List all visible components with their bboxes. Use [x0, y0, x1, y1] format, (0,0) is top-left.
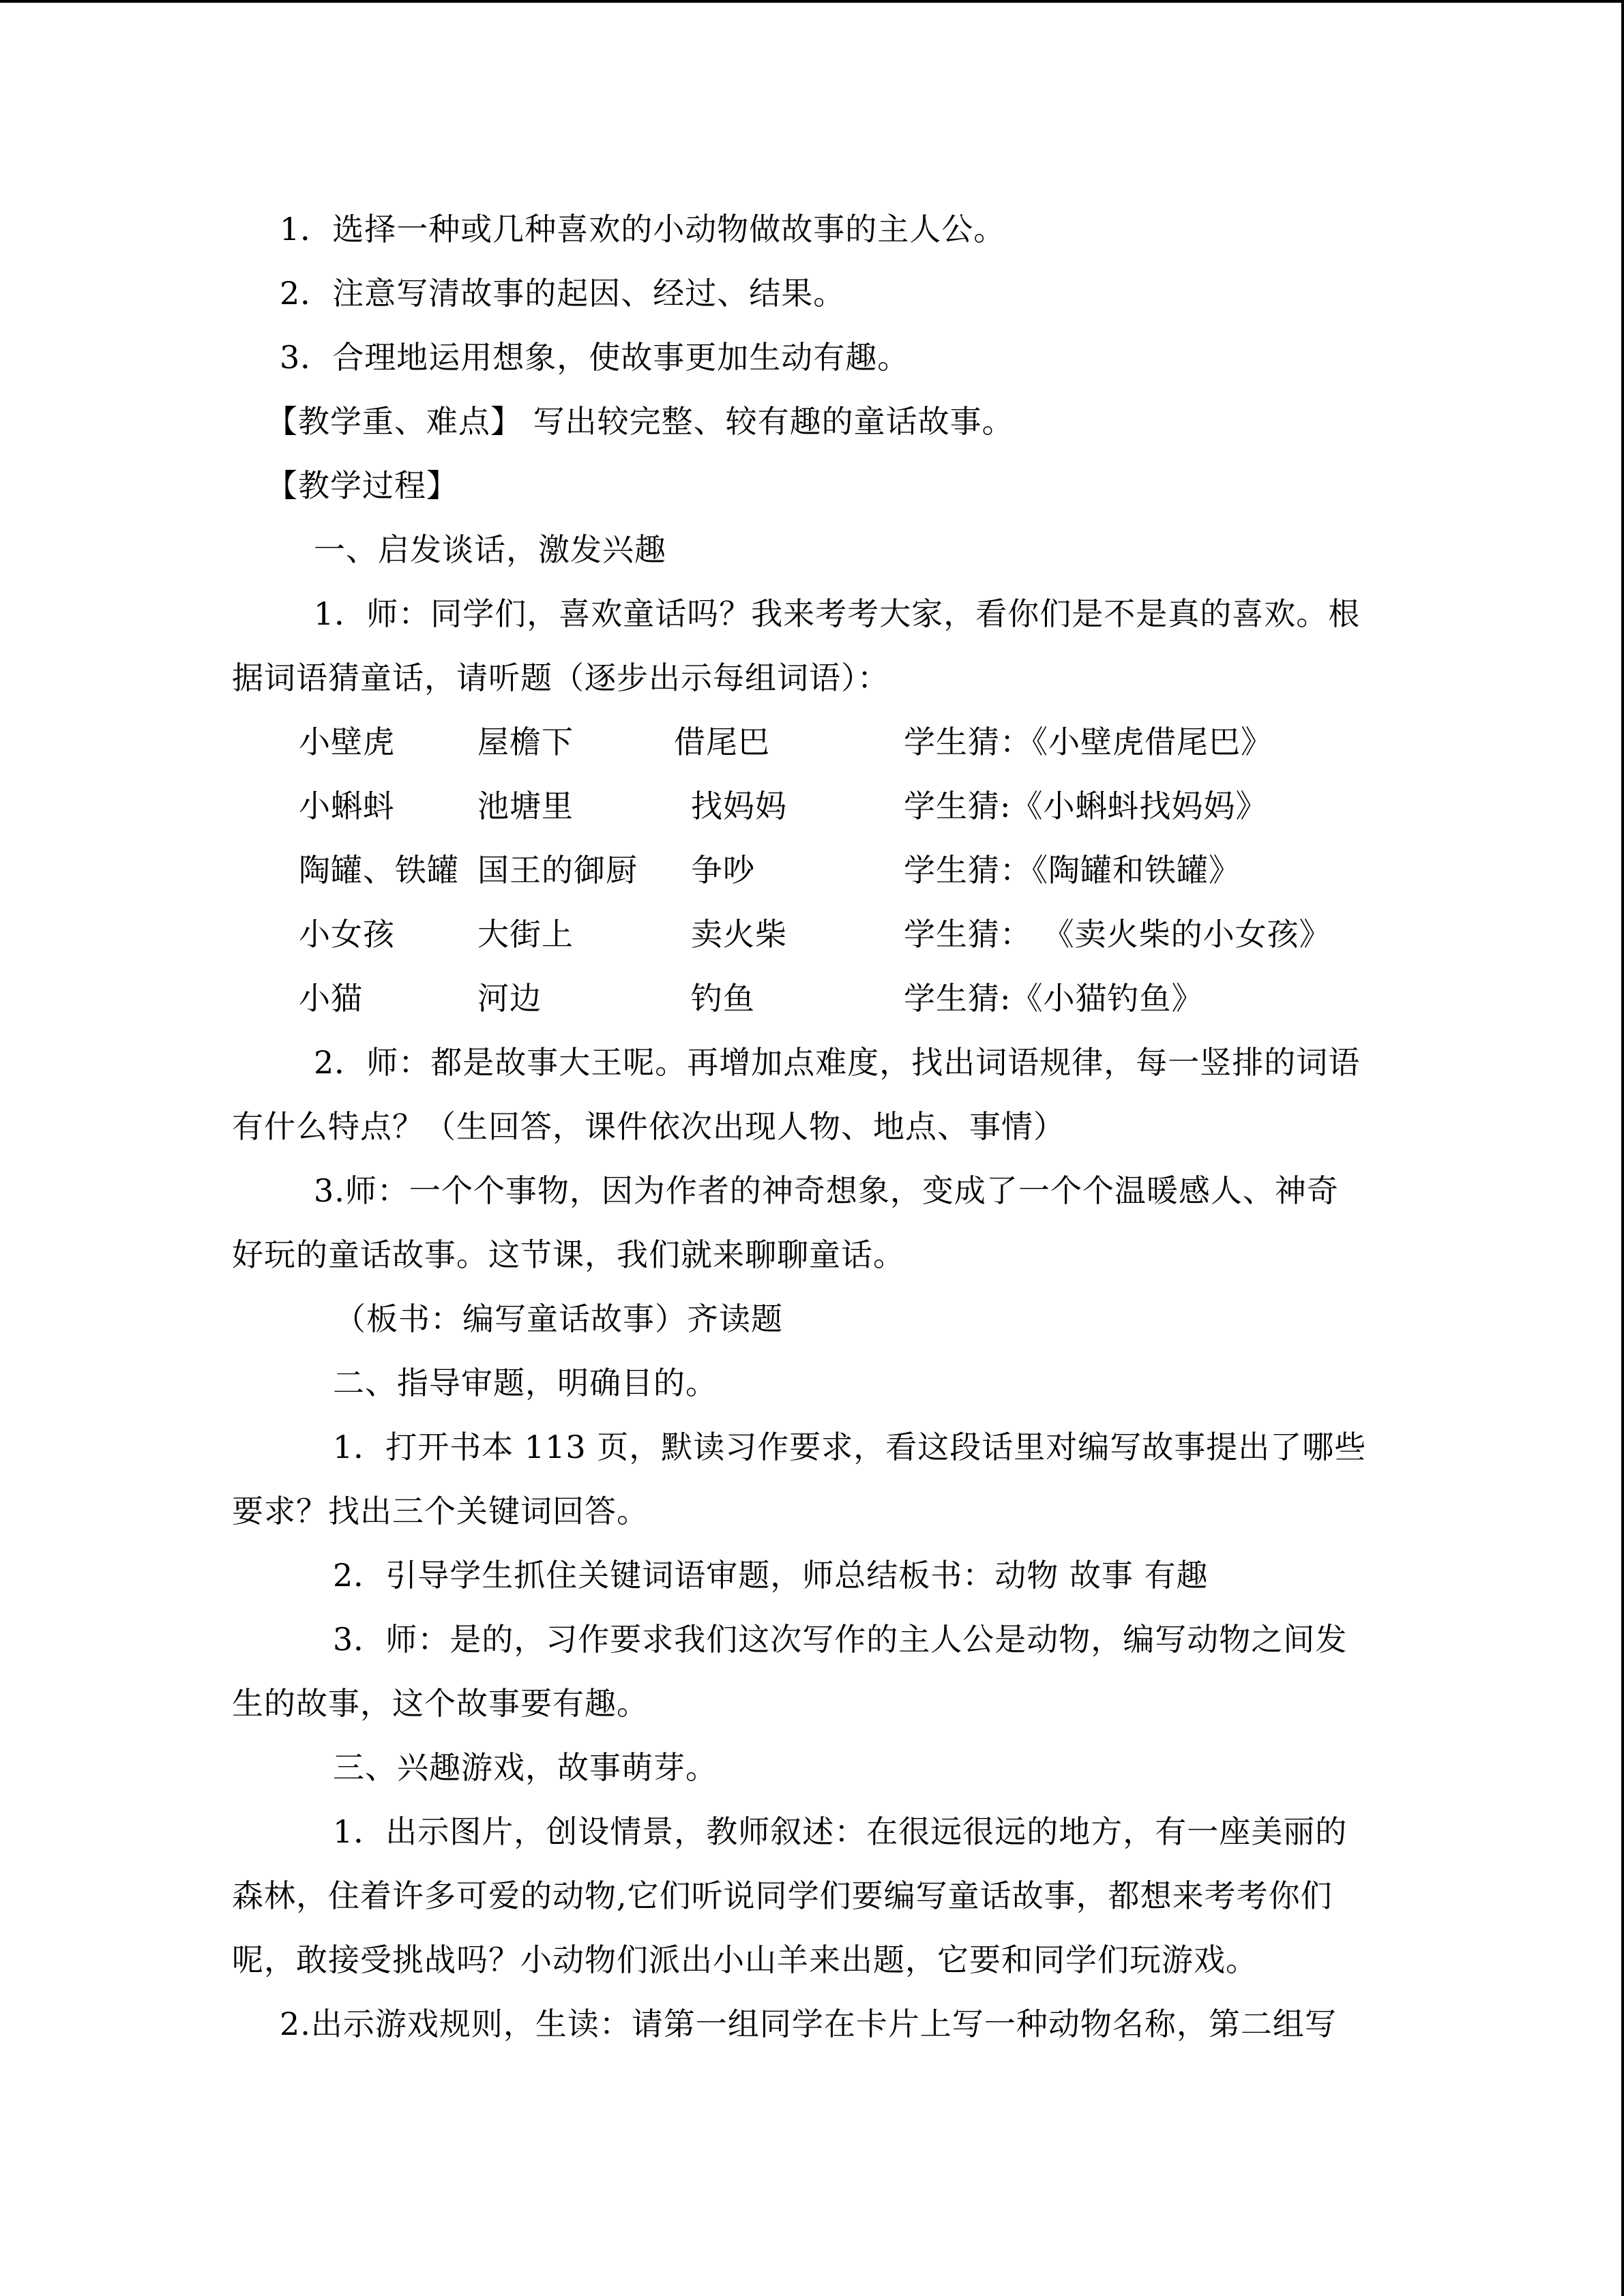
- section-1-p1-line1: 1．师：同学们，喜欢童话吗？我来考考大家，看你们是不是真的喜欢。根: [314, 595, 1361, 632]
- guess-what: 争吵: [691, 852, 755, 889]
- guess-answer: 学生猜:《小猫钓鱼》: [904, 980, 1204, 1017]
- section-1-p2-line1: 2．师：都是故事大王呢。再增加点难度，找出词语规律，每一竖排的词语: [314, 1044, 1361, 1081]
- guess-where: 大街上: [477, 916, 574, 953]
- section-1-p2-line2: 有什么特点？（生回答，课件依次出现人物、地点、事情）: [232, 1108, 1065, 1145]
- guess-answer: 学生猜：《小壁虎借尾巴》: [904, 724, 1273, 760]
- guess-answer: 学生猜:《小蝌蚪找妈妈》: [904, 788, 1268, 824]
- guess-what: 找妈妈: [691, 788, 787, 824]
- process-heading: 【教学过程】: [266, 467, 458, 504]
- guess-who: 小女孩: [299, 916, 395, 953]
- guess-answer: 学生猜： 《卖火柴的小女孩》: [904, 916, 1331, 953]
- section-2-title: 二、指导审题，明确目的。: [333, 1365, 718, 1401]
- guess-who: 陶罐、铁罐: [299, 852, 459, 889]
- guess-where: 国王的御厨: [477, 852, 638, 889]
- section-2-p3-line1: 3．师：是的，习作要求我们这次写作的主人公是动物，编写动物之间发: [333, 1621, 1348, 1658]
- section-1-p3-line2: 好玩的童话故事。这节课，我们就来聊聊童话。: [232, 1236, 905, 1273]
- guess-who: 小猫: [299, 980, 363, 1017]
- section-3-p1-line2: 森林，住着许多可爱的动物,它们听说同学们要编写童话故事，都想来考考你们: [232, 1877, 1333, 1914]
- section-1-p3-line1: 3.师：一个个事物，因为作者的神奇想象，变成了一个个温暖感人、神奇: [314, 1172, 1339, 1209]
- guess-where: 河边: [477, 980, 542, 1017]
- section-3-p1-line1: 1．出示图片，创设情景，教师叙述：在很远很远的地方，有一座美丽的: [333, 1813, 1348, 1850]
- guess-what: 钓鱼: [691, 980, 755, 1017]
- section-2-p1-line2: 要求？找出三个关键词回答。: [232, 1493, 649, 1530]
- guess-who: 小蝌蚪: [299, 788, 395, 824]
- guess-what: 卖火柴: [691, 916, 787, 953]
- section-3-p1-line3: 呢，敢接受挑战吗？小动物们派出小山羊来出题，它要和同学们玩游戏。: [232, 1941, 1258, 1978]
- objective-1: 1．选择一种或几种喜欢的小动物做故事的主人公。: [280, 211, 1006, 248]
- guess-answer: 学生猜：《陶罐和铁罐》: [904, 852, 1241, 889]
- guess-where: 池塘里: [477, 788, 574, 824]
- key-points: 【教学重、难点】 写出较完整、较有趣的童话故事。: [266, 403, 1014, 440]
- section-3-title: 三、兴趣游戏，故事萌芽。: [333, 1749, 718, 1786]
- section-2-p1-line1: 1．打开书本 113 页，默读习作要求，看这段话里对编写故事提出了哪些: [333, 1429, 1367, 1465]
- guess-where: 屋檐下: [477, 724, 574, 760]
- guess-who: 小壁虎: [299, 724, 395, 760]
- section-2-p2: 2．引导学生抓住关键词语审题，师总结板书：动物 故事 有趣: [333, 1557, 1209, 1594]
- objective-3: 3．合理地运用想象，使故事更加生动有趣。: [280, 339, 910, 376]
- section-1-p1-line2: 据词语猜童话，请听题（逐步出示每组词语）：: [232, 659, 889, 696]
- board-note: （板书：编写童话故事）齐读题: [334, 1300, 783, 1337]
- guess-what: 借尾巴: [674, 724, 770, 760]
- section-2-p3-line2: 生的故事，这个故事要有趣。: [232, 1685, 649, 1722]
- section-1-title: 一、启发谈话，激发兴趣: [314, 531, 666, 568]
- objective-2: 2．注意写清故事的起因、经过、结果。: [280, 275, 846, 312]
- section-3-p2-line1: 2.出示游戏规则，生读：请第一组同学在卡片上写一种动物名称，第二组写: [280, 2006, 1337, 2042]
